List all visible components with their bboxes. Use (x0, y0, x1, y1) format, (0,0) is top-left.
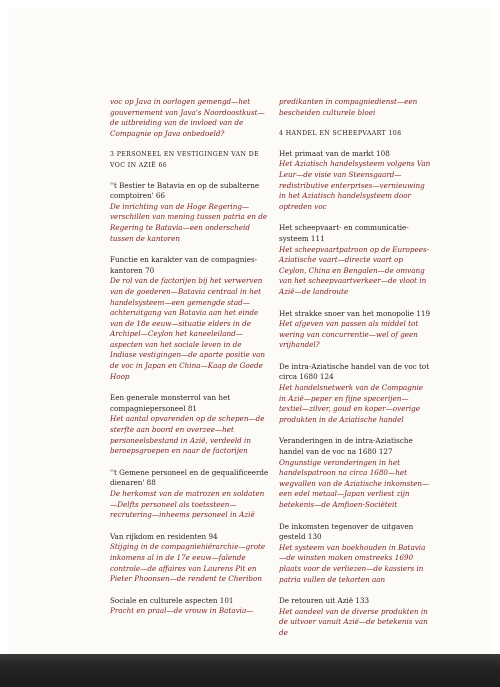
toc-entry (279, 522, 431, 586)
toc-entry (279, 223, 431, 297)
toc-entry-desc: De rol van de factorijen bij het verwerven van de goederen—Batavia centraal in het handelsysteem—een gemengde stad—achteruitgang van Batavia aan het einde van de 18e eeuw—situatie elders in de Archipel—Ceylon het kaneeleiland—aspecten van het sociale leven in de Indiase vestigingen—de aparte positie van de voc in Japan en China—Kaap de Goede Hoop (110, 276, 266, 381)
toc-entry-desc: Het scheepvaartpatroon op de Europees-Aziatische vaart—directe vaart op Ceylon, China en Bengalen—de omvang van het scheepvaartverkeer—de vloot in Azië—de landroute (279, 244, 430, 296)
toc-entry (279, 309, 431, 351)
toc-entry (279, 436, 431, 510)
scanner-edge (0, 654, 500, 687)
toc-entry-desc: Het aantal opvarenden op de schepen—de sterfte aan boord en overzee—het personeelsbestand in Azië, verdeeld in beroepsgroepen en naar de factorijen (110, 414, 265, 456)
toc-entry (110, 532, 270, 585)
toc-entry-desc: De herkomst van de matrozen en soldaten—Delfts personeel als toetssteen—recrutering—inheems personeel in Azië (110, 489, 265, 520)
toc-entry (279, 596, 431, 638)
left-intro-text: voc op Java in oorlogen gemengd—het gouvernement van Java's Noordoostkust—de uitbreiding van de invloed van de Compagnie op Java onbedoeld? (110, 97, 265, 138)
toc-entry-title: De intra-Aziatische handel van de voc tot circa 1680 124 (279, 361, 430, 382)
section-heading-3: 3 PERSONEEL EN VESTIGINGEN VAN DE VOC IN AZIË 66 (110, 151, 259, 169)
toc-entry (110, 596, 270, 617)
toc-entry-desc: De inrichting van de Hoge Regering—verschillen van mening tussen patria en de Regering te Batavia—een onderscheid tussen de kantoren (110, 201, 268, 243)
toc-entry-title: Een generale monsterrol van het compagniepersoneel 81 (110, 393, 231, 413)
left-column (110, 97, 270, 628)
toc-entry (110, 255, 270, 382)
toc-entry-desc: Ongunstige veranderingen in het handelspatroon na circa 1680—het wegvallen van de Aziatische inkomsten—een edel metaal—Japan verliest zijn betekenis—de Amfioen-Sociëteit (279, 457, 430, 509)
toc-entry-title: ''t Gemene personeel en de gequalificeerde dienaren' 88 (110, 467, 269, 488)
right-intro-text: predikanten in compagniedienst—een bescheiden culturele bloei (279, 97, 418, 117)
toc-entry (110, 393, 270, 457)
toc-entry-title: De inkomsten tegenover de uitgaven gesteld 130 (279, 521, 414, 542)
toc-entry-title: Functie en karakter van de compagnies-kantoren 70 (110, 255, 258, 275)
toc-entry (279, 362, 431, 426)
toc-entry-desc: Het afgeven van passen als middel tot wering van concurrentie—wel of geen vrijhandel? (279, 319, 419, 350)
section-heading-4: 4 HANDEL EN SCHEEPVAART 108 (279, 130, 402, 138)
toc-entry-desc: Het aandeel van de diverse produkten in de uitvoer vanuit Azië—de betekenis van de (279, 606, 428, 637)
right-intro (279, 97, 431, 118)
toc-entry-desc: Pracht en praal—de vrouw in Batavia— (110, 606, 254, 616)
toc-entry-title: Veranderingen in de intra-Aziatische handel van de voc na 1680 127 (279, 436, 413, 457)
toc-entry-desc: Stijging in de compagniehiërarchie—grote inkomens al in de 17e eeuw—falende controle—de affaires van Laurens Pit en Pieter Phoonsen—de rendent te Cheribon (110, 542, 266, 584)
toc-entry-title: Van rijkdom en residenten 94 (110, 531, 218, 541)
toc-entry-title: Het scheepvaart- en communicatie-systeem 111 (279, 223, 409, 243)
toc-entry-desc: Het handelsnetwerk van de Compagnie in Azië—peper en fijne specerijen—textiel—zilver, goud en koper—overige produkten in de Aziatische handel (279, 383, 424, 424)
toc-entry-title: Het strakke snoer van het monopolie 119 (279, 308, 431, 318)
right-column (279, 97, 431, 650)
toc-entry-desc: Het Aziatisch handelsysteem volgens Van Leur—de visie van Steensgaard—redistributive enterprises—vernieuwing in het Aziatisch handelsysteem door optreden voc (279, 159, 431, 211)
toc-entry-title: Sociale en culturele aspecten 101 (110, 595, 234, 605)
toc-entry-desc: Het systeem van boekhouden in Batavia—de winsten maken omstreeks 1690 plaats voor de verliezen—de kassiers in patria vullen de tekorten aan (279, 542, 426, 584)
left-intro (110, 97, 270, 139)
toc-entry (279, 149, 431, 213)
toc-entry-title: ''t Bestier te Batavia en op de subalterne comptoiren' 66 (110, 180, 260, 201)
toc-entry (110, 468, 270, 521)
toc-entry-title: De retouren uit Azië 133 (279, 596, 370, 606)
toc-entry-title: Het primaat van de markt 108 (279, 148, 390, 158)
toc-entry (110, 181, 270, 245)
